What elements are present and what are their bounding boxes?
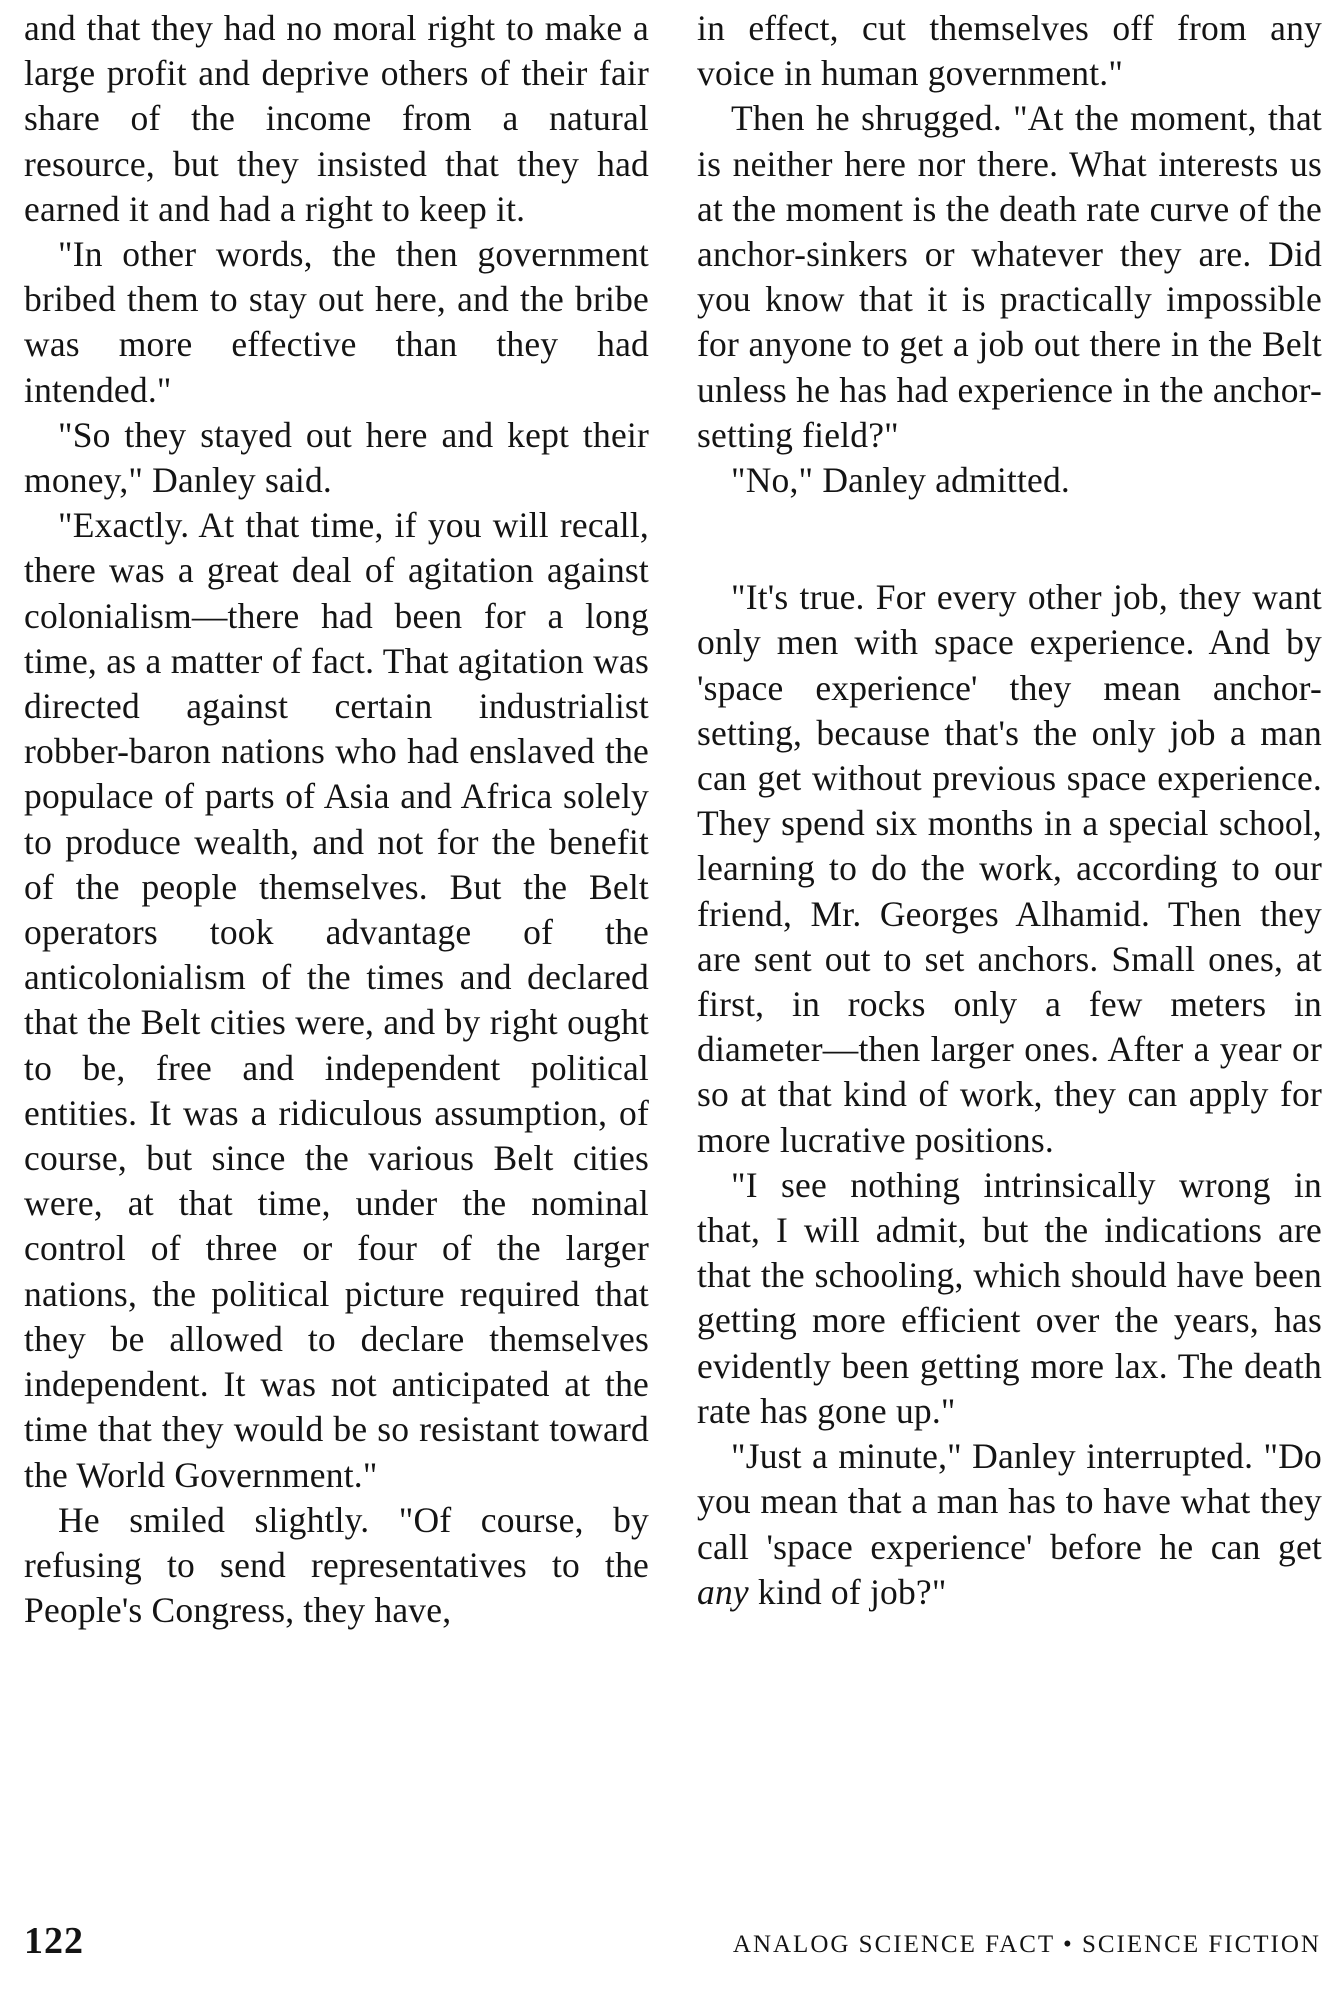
paragraph: "Exactly. At that time, if you will recall, there was a great deal of agitation against colonialism—there had been for a long time, as a matter of fact. That agitation was directed against certain industrialist robber-baron nations who had enslaved the populace of parts of Asia and Africa solely to produce wealth, and not for the benefit of the people themselves. But the Belt operators took advantage of the anticolonialism of the times and declared that the Belt cities were, and by right ought to be, free and independent political entities. It was a ridiculous assumption, of course, but since the various Belt cities were, at that time, under the nominal control of three or four of the larger nations, the political picture required that they be allowed to declare themselves independent. It was not anticipated at the time that they would be so resistant toward the World Government.": [24, 505, 649, 1495]
running-head: ANALOG SCIENCE FACT • SCIENCE FICTION: [732, 1931, 1321, 1958]
paragraph: and that they had no moral right to make a large profit and deprive others of their fair share of the income from a natural resource, but they insisted that they had earned it and had a right to keep it.: [24, 8, 649, 229]
emphasized-word: any: [697, 1571, 749, 1612]
page-footer: [24, 1919, 1321, 1967]
paragraph: in effect, cut themselves off from any voice in human government.": [697, 8, 1322, 94]
paragraph-text: "Just a minute," Danley interrupted. "Do you mean that a man has to have what they call 'space experience' before he can get: [697, 1436, 1322, 1567]
right-text-column: [697, 6, 1322, 1615]
page-number: 122: [24, 1920, 84, 1962]
paragraph: "So they stayed out here and kept their money," Danley said.: [24, 414, 649, 501]
paragraph: "It's true. For every other job, they want only men with space experience. And by 'space experience' they mean anchor-setting, because that's the only job a man can get without previous space experience. They spend six months in a special school, learning to do the work, according to our friend, Mr. Georges Alhamid. Then they are sent out to set anchors. Small ones, at first, in rocks only a few meters in diameter—then larger ones. After a year or so at that kind of work, they can apply for more lucrative positions.: [697, 577, 1322, 1160]
paragraph: "No," Danley admitted.: [731, 460, 1070, 501]
paragraph: He smiled slightly. "Of course, by refusing to send representatives to the People's Congress, they have,: [24, 1499, 649, 1631]
left-text-column: [24, 6, 649, 1633]
paragraph: Then he shrugged. "At the moment, that is neither here nor there. What interests us at the moment is the death rate curve of the anchor-sinkers or whatever they are. Did you know that it is practically impossible for anyone to get a job out there in the Belt unless he has had experience in the anchor-setting field?": [697, 98, 1322, 455]
paragraph: [697, 1434, 1322, 1615]
paragraph: "I see nothing intrinsically wrong in that, I will admit, but the indications are that the schooling, which should have been getting more efficient over the years, has evidently been getting more lax. The death rate has gone up.": [697, 1164, 1322, 1431]
paragraph: "In other words, the then government bribed them to stay out here, and the bribe was more effective than they had intended.": [24, 234, 649, 410]
paragraph-text: kind of job?": [748, 1571, 947, 1612]
